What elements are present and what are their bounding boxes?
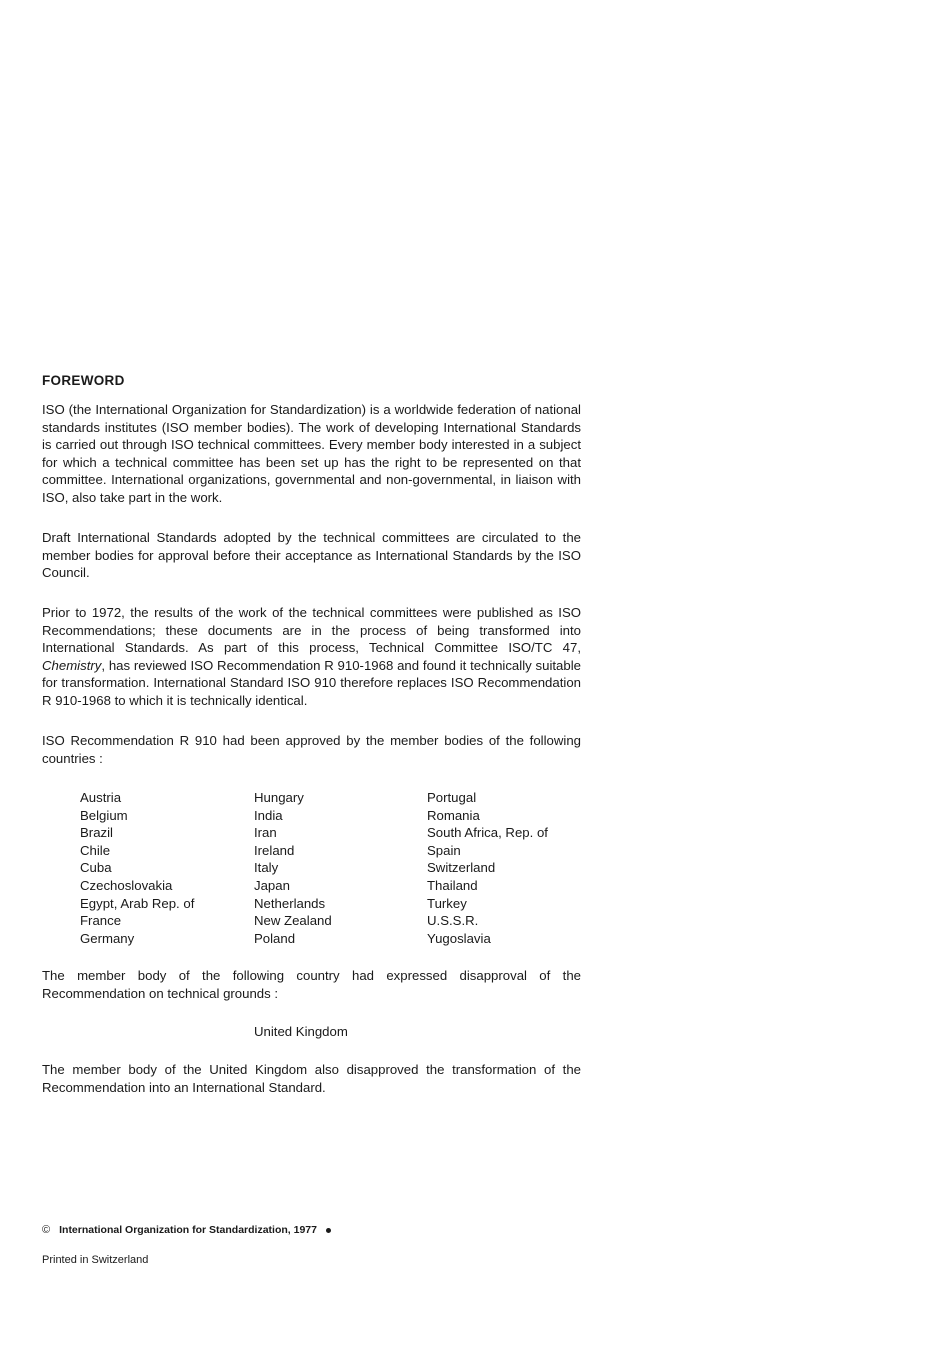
country-name: France bbox=[80, 913, 122, 929]
country-name: Germany bbox=[80, 930, 135, 946]
country-name: U.S.S.R. bbox=[427, 913, 479, 929]
copyright-line bbox=[42, 1224, 331, 1236]
bullet-icon bbox=[326, 1228, 331, 1233]
country-name: Turkey bbox=[427, 895, 467, 911]
foreword-paragraph-2: Draft International Standards adopted by the technical committees are circulated to the member bodies for approval before their acceptance as International Standards by the ISO Council. bbox=[42, 530, 581, 581]
country-name: Thailand bbox=[427, 877, 478, 893]
country-name: Hungary bbox=[254, 790, 304, 805]
country-name: Netherlands bbox=[254, 895, 326, 911]
foreword-heading: FOREWORD bbox=[42, 373, 125, 388]
country-name: Japan bbox=[254, 877, 290, 893]
countries-column-2 bbox=[254, 789, 427, 947]
paragraph-3-text-start: Prior to 1972, the results of the work of the technical committees were published as ISO Recommendations; these documents are in the process of being transformed into International Standards. As part of this process, Technical Committee ISO/TC 47, bbox=[42, 605, 581, 656]
countries-column-1 bbox=[80, 789, 254, 947]
foreword-paragraph-3 bbox=[42, 604, 581, 710]
copyright-text: International Organization for Standardization, 1977 bbox=[59, 1224, 317, 1236]
country-name: India bbox=[254, 807, 283, 823]
countries-column-3 bbox=[427, 789, 607, 947]
country-name: Italy bbox=[254, 860, 279, 876]
country-name: Romania bbox=[427, 807, 480, 823]
country-name: Egypt, Arab Rep. of bbox=[80, 895, 195, 911]
committee-name-chemistry: Chemistry bbox=[42, 657, 102, 673]
country-name: Cuba bbox=[80, 860, 112, 876]
foreword-paragraph-1: ISO (the International Organization for Standardization) is a worldwide federation of national standards institutes (ISO member bodies). The work of developing International Standards is carried out through ISO technical committees. Every member body interested in a subject for which a technical committee has been set up has the right to be represented on that committee. International organizations, governmental and non-governmental, in liaison with ISO, also take part in the work. bbox=[42, 402, 581, 505]
country-name: Brazil bbox=[80, 825, 113, 841]
foreword-paragraph-6: The member body of the United Kingdom also disapproved the transformation of the Recommendation into an International Standard. bbox=[42, 1062, 581, 1095]
country-name: Belgium bbox=[80, 807, 128, 823]
printed-in-note: Printed in Switzerland bbox=[42, 1254, 149, 1266]
foreword-paragraph-5: The member body of the following country had expressed disapproval of the Recommendation on technical grounds : bbox=[42, 968, 581, 1001]
country-name: Poland bbox=[254, 930, 296, 946]
country-name: Austria bbox=[80, 790, 122, 805]
country-name: Yugoslavia bbox=[427, 930, 491, 946]
country-name: Chile bbox=[80, 842, 111, 858]
paragraph-3-text-end: , has reviewed ISO Recommendation R 910-1968 and found it technically suitable for transformation. International Standard ISO 910 therefore replaces ISO Recommendation R 910-1968 to which it is technically identical. bbox=[42, 657, 581, 708]
disapproving-country: United Kingdom bbox=[254, 1024, 348, 1039]
copyright-icon: © bbox=[42, 1224, 51, 1236]
country-name: New Zealand bbox=[254, 913, 332, 929]
country-name: Switzerland bbox=[427, 860, 496, 876]
foreword-paragraph-4: ISO Recommendation R 910 had been approved by the member bodies of the following countries : bbox=[42, 733, 581, 766]
country-name: South Africa, Rep. of bbox=[427, 825, 548, 841]
country-name: Czechoslovakia bbox=[80, 877, 173, 893]
country-name: Portugal bbox=[427, 790, 477, 805]
country-name: Spain bbox=[427, 842, 461, 858]
country-name: Ireland bbox=[254, 842, 295, 858]
approving-countries-list bbox=[80, 789, 607, 947]
country-name: Iran bbox=[254, 825, 277, 841]
